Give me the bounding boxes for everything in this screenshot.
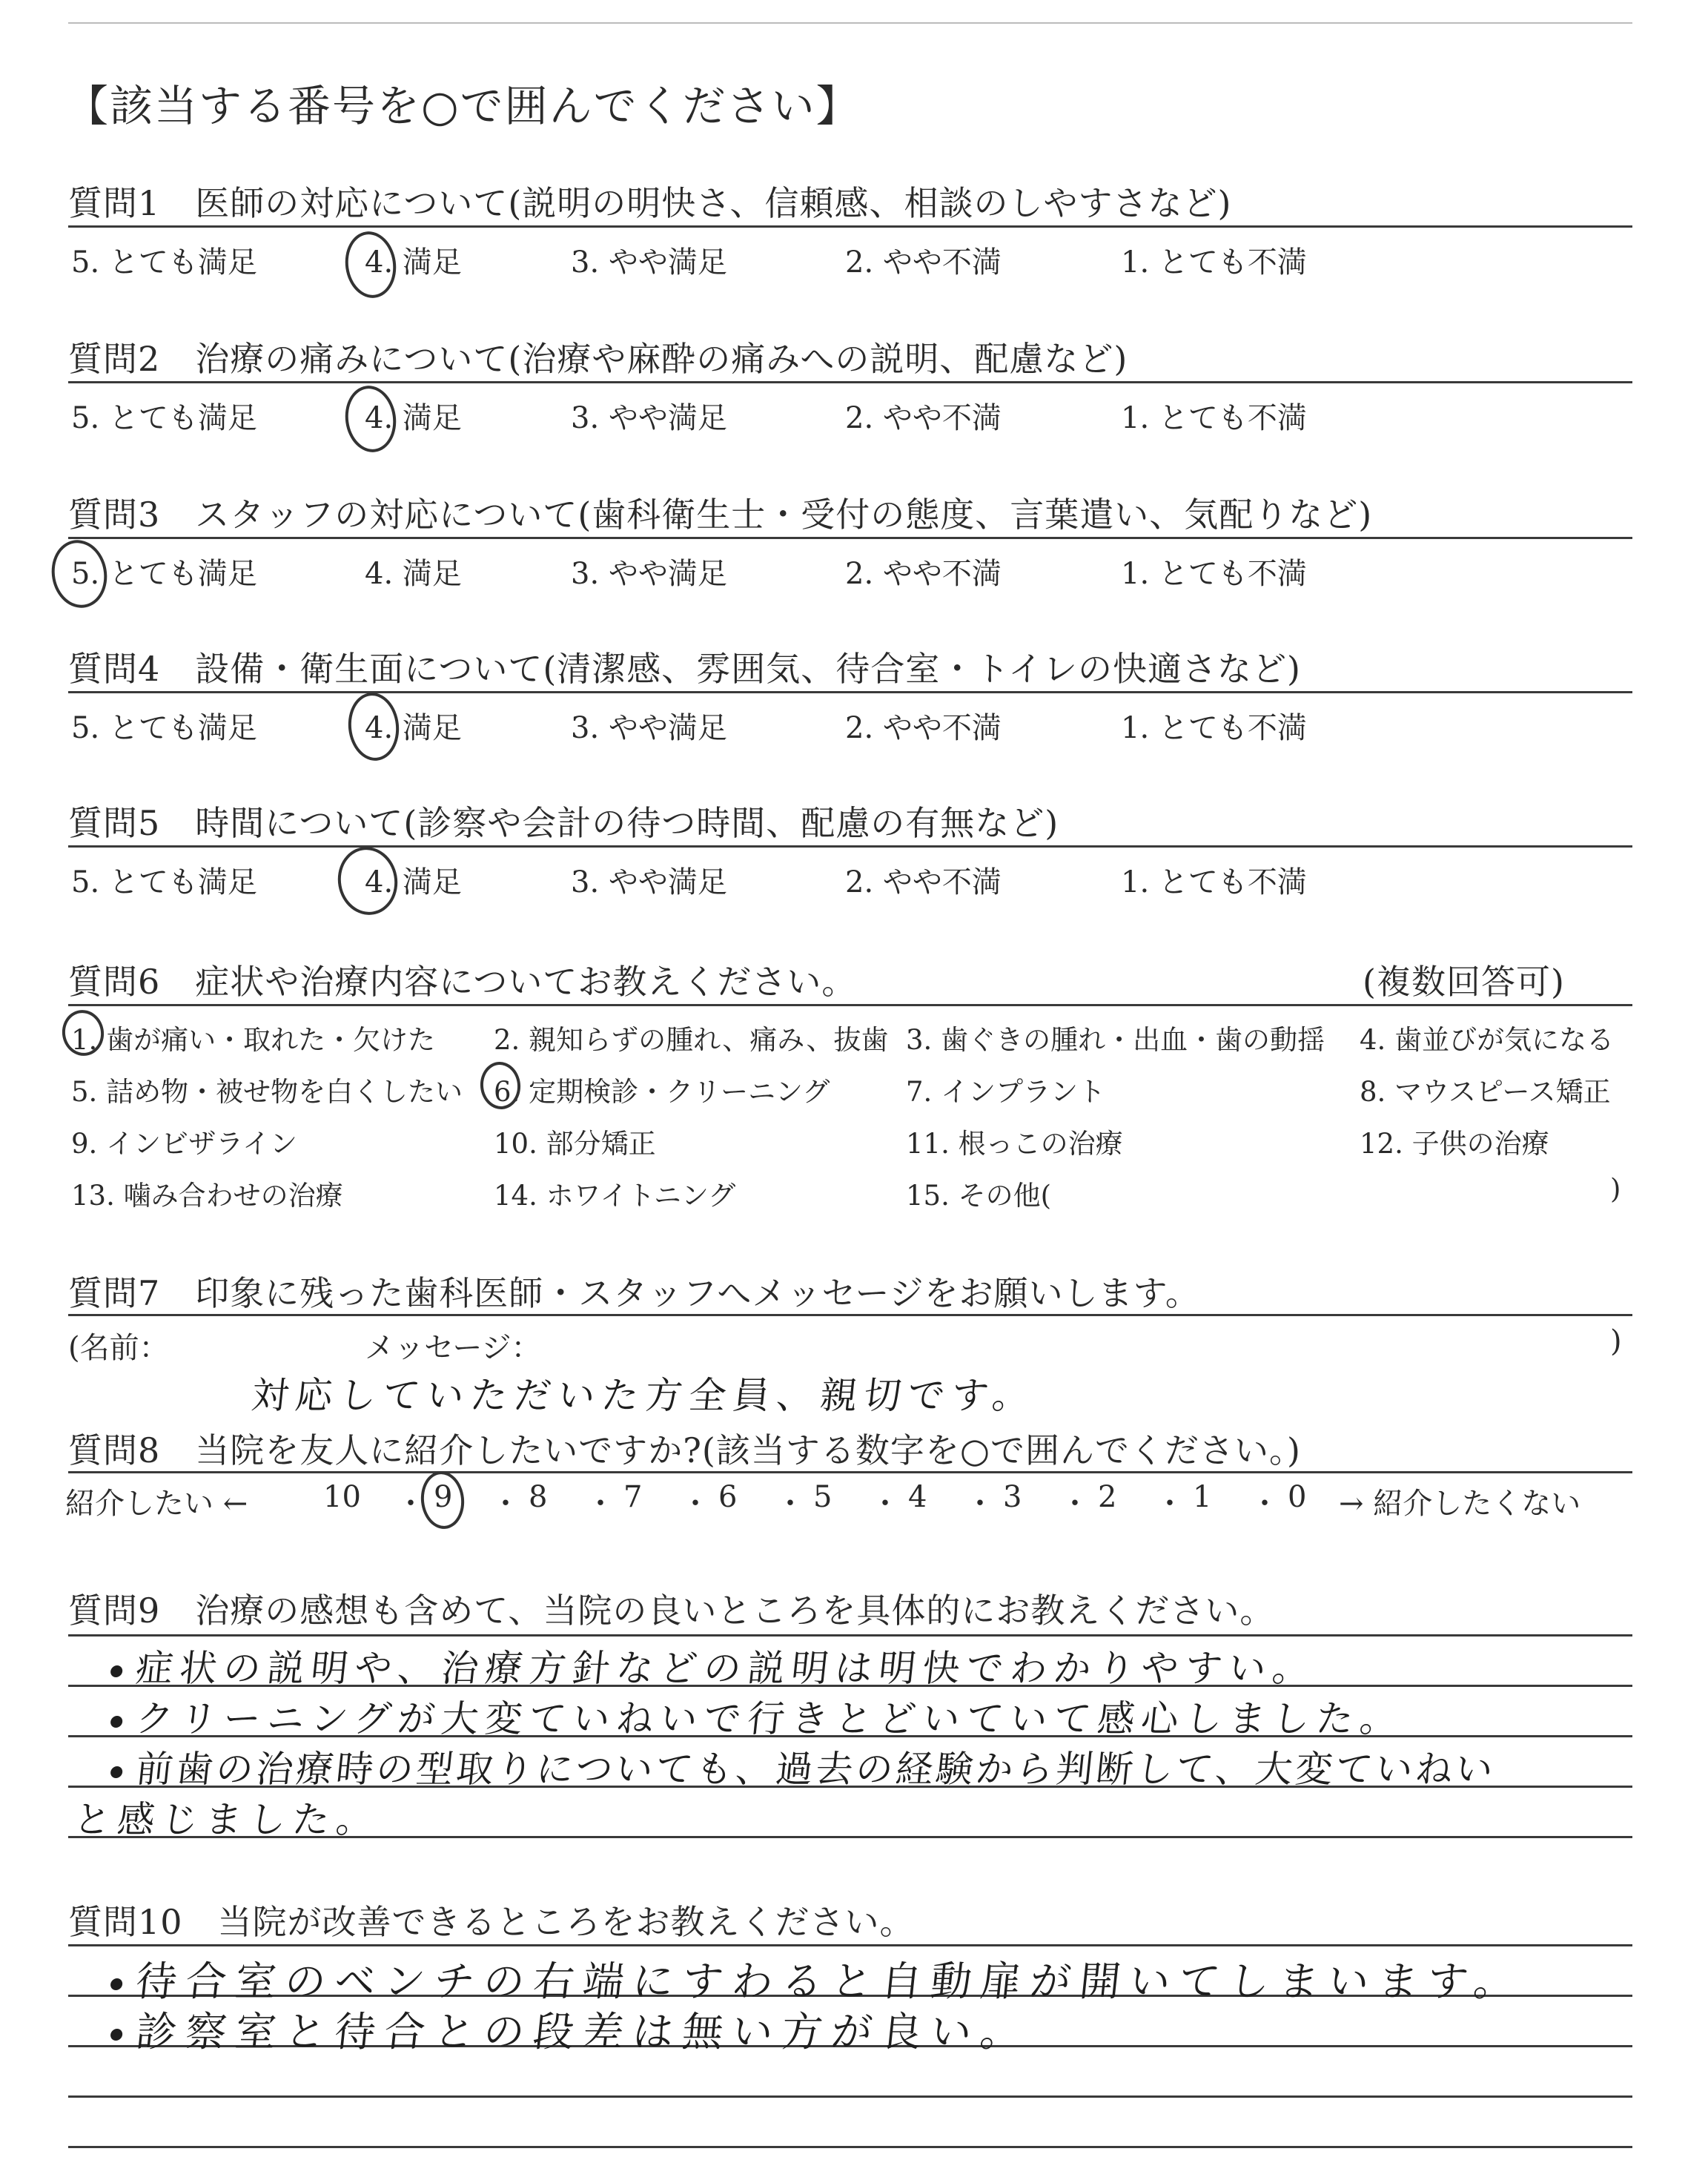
q2-option-3[interactable]: 3. やや満足 xyxy=(571,401,727,435)
q1-option-5[interactable]: 5. とても満足 xyxy=(71,245,257,280)
q7-message-label: メッセージ： xyxy=(365,1331,541,1365)
q1-option-3[interactable]: 3. やや満足 xyxy=(571,245,727,280)
top-border xyxy=(68,22,1632,24)
q4-option-4[interactable]: 4. 満足 xyxy=(365,711,462,745)
q10-ruled-line xyxy=(68,2095,1632,2098)
q8-separator: ・ xyxy=(396,1487,426,1521)
q6-item-1[interactable]: 1. 歯が痛い・取れた・欠けた xyxy=(71,1024,436,1056)
q8-scale-4[interactable]: 4 xyxy=(908,1480,927,1514)
q5-option-3[interactable]: 3. やや満足 xyxy=(571,865,727,899)
question-7-rule xyxy=(68,1314,1632,1316)
q9-answer-line: 症状の説明や、治療方針などの説明は明快でわかりやすい。 xyxy=(108,1639,1320,1692)
q8-scale-10[interactable]: 10 xyxy=(323,1480,361,1514)
question-8-rule xyxy=(68,1471,1632,1473)
q5-option-5[interactable]: 5. とても満足 xyxy=(71,865,257,899)
q8-scale-6[interactable]: 6 xyxy=(718,1480,738,1514)
q8-separator: ・ xyxy=(681,1487,710,1521)
q6-item-3[interactable]: 3. 歯ぐきの腫れ・出血・歯の動揺 xyxy=(906,1024,1325,1056)
q10-answer-line: 診察室と待合との段差は無い方が良い。 xyxy=(108,1999,1033,2058)
question-3-title: 質問3 スタッフの対応について(歯科衛生士・受付の態度、言葉遣い、気配りなど) xyxy=(68,495,1373,535)
q1-option-4[interactable]: 4. 満足 xyxy=(365,245,462,280)
q2-option-1[interactable]: 1. とても不満 xyxy=(1121,401,1307,435)
q2-option-4[interactable]: 4. 満足 xyxy=(365,401,462,435)
q8-scale-3[interactable]: 3 xyxy=(1003,1480,1022,1514)
question-5-title: 質問5 時間について(診察や会計の待つ時間、配慮の有無など) xyxy=(68,803,1059,843)
question-6-rule xyxy=(68,1004,1632,1006)
q6-item-4[interactable]: 4. 歯並びが気になる xyxy=(1360,1024,1615,1056)
q9-answer-line: クリーニングが大変ていねいで行きとどいていて感心しました。 xyxy=(108,1689,1407,1743)
q3-option-1[interactable]: 1. とても不満 xyxy=(1121,557,1307,591)
q9-answer-line: と感じました。 xyxy=(71,1798,383,1841)
q7-handwritten-message: 対応していただいた方全員、親切です。 xyxy=(249,1374,1039,1417)
q1-option-1[interactable]: 1. とても不満 xyxy=(1121,245,1307,280)
q3-option-5[interactable]: 5. とても満足 xyxy=(71,557,257,591)
q5-selection-circle xyxy=(333,842,403,919)
q10-ruled-line xyxy=(68,2146,1632,2148)
q10-ruled-line xyxy=(68,1944,1632,1946)
q6-item-15-close: ) xyxy=(1610,1173,1621,1205)
q8-scale-8[interactable]: 8 xyxy=(529,1480,548,1514)
question-6-title: 質問6 症状や治療内容についてお教えください。 xyxy=(68,962,857,1002)
q10-answer-line: 待合室のベンチの右端にすわると自動扉が開いてしまいます。 xyxy=(108,1949,1527,2007)
q6-item-9[interactable]: 9. インビザライン xyxy=(71,1128,297,1160)
q8-separator: ・ xyxy=(965,1487,995,1521)
question-5-rule xyxy=(68,845,1632,848)
q4-option-2[interactable]: 2. やや不満 xyxy=(845,711,1002,745)
q2-option-5[interactable]: 5. とても満足 xyxy=(71,401,257,435)
question-7-title: 質問7 印象に残った歯科医師・スタッフへメッセージをお願いします。 xyxy=(68,1273,1200,1313)
question-1-rule xyxy=(68,225,1632,228)
q8-separator: ・ xyxy=(1060,1487,1090,1521)
q6-item-2[interactable]: 2. 親知らずの腫れ、痛み、抜歯 xyxy=(494,1024,889,1056)
q8-right-label: → 紹介したくない xyxy=(1339,1487,1581,1521)
q8-scale-0[interactable]: 0 xyxy=(1288,1480,1307,1514)
q7-name-label: (名前： xyxy=(68,1331,169,1365)
q8-left-label: 紹介したい ← xyxy=(65,1487,248,1521)
q4-option-5[interactable]: 5. とても満足 xyxy=(71,711,257,745)
q6-item-5[interactable]: 5. 詰め物・被せ物を白くしたい xyxy=(71,1076,463,1108)
q6-item-10[interactable]: 10. 部分矯正 xyxy=(494,1128,656,1160)
q8-separator: ・ xyxy=(870,1487,900,1521)
q6-item-14[interactable]: 14. ホワイトニング xyxy=(494,1180,736,1212)
q8-separator: ・ xyxy=(586,1487,615,1521)
question-2-rule xyxy=(68,381,1632,383)
q8-separator: ・ xyxy=(1155,1487,1185,1521)
question-4-rule xyxy=(68,691,1632,693)
q8-scale-1[interactable]: 1 xyxy=(1193,1480,1212,1514)
question-8-title: 質問8 当院を友人に紹介したいですか?(該当する数字を○で囲んでください。) xyxy=(68,1430,1301,1470)
q7-close-paren: ) xyxy=(1610,1324,1622,1358)
q5-option-2[interactable]: 2. やや不満 xyxy=(845,865,1002,899)
q6-item-8[interactable]: 8. マウスピース矯正 xyxy=(1360,1076,1611,1108)
q8-separator: ・ xyxy=(775,1487,805,1521)
question-2-title: 質問2 治療の痛みについて(治療や麻酔の痛みへの説明、配慮など) xyxy=(68,339,1128,379)
q5-option-4[interactable]: 4. 満足 xyxy=(365,865,462,899)
q3-option-4[interactable]: 4. 満足 xyxy=(365,557,462,591)
question-9-title: 質問9 治療の感想も含めて、当院の良いところを具体的にお教えください。 xyxy=(68,1591,1275,1631)
question-6-note: (複数回答可) xyxy=(1363,962,1565,1002)
q8-scale-5[interactable]: 5 xyxy=(813,1480,833,1514)
q1-option-2[interactable]: 2. やや不満 xyxy=(845,245,1002,280)
q6-item-7[interactable]: 7. インプラント xyxy=(906,1076,1106,1108)
q3-option-3[interactable]: 3. やや満足 xyxy=(571,557,727,591)
q8-scale-9[interactable]: 9 xyxy=(434,1480,453,1514)
q2-option-2[interactable]: 2. やや不満 xyxy=(845,401,1002,435)
q5-option-1[interactable]: 1. とても不満 xyxy=(1121,865,1307,899)
q8-scale-7[interactable]: 7 xyxy=(623,1480,643,1514)
q6-item-6[interactable]: 6. 定期検診・クリーニング xyxy=(494,1076,830,1108)
q4-option-3[interactable]: 3. やや満足 xyxy=(571,711,727,745)
q9-ruled-line xyxy=(68,1634,1632,1636)
q2-selection-circle xyxy=(341,383,400,456)
q4-option-1[interactable]: 1. とても不満 xyxy=(1121,711,1307,745)
q8-separator: ・ xyxy=(1250,1487,1280,1521)
q6-item-12[interactable]: 12. 子供の治療 xyxy=(1360,1128,1549,1160)
q6-item-13[interactable]: 13. 噛み合わせの治療 xyxy=(71,1180,343,1212)
question-3-rule xyxy=(68,537,1632,539)
q9-answer-line: 前歯の治療時の型取りについても、過去の経験から判断して、大変ていねい xyxy=(108,1740,1499,1793)
question-10-title: 質問10 当院が改善できるところをお教えください。 xyxy=(68,1902,915,1942)
q6-item-11[interactable]: 11. 根っこの治療 xyxy=(906,1128,1123,1160)
q3-selection-circle xyxy=(47,535,113,612)
q8-scale-2[interactable]: 2 xyxy=(1098,1480,1117,1514)
q3-option-2[interactable]: 2. やや不満 xyxy=(845,557,1002,591)
q4-selection-circle xyxy=(345,690,402,764)
q6-item-15[interactable]: 15. その他( xyxy=(906,1180,1052,1212)
q8-separator: ・ xyxy=(491,1487,520,1521)
question-1-title: 質問1 医師の対応について(説明の明快さ、信頼感、相談のしやすさなど) xyxy=(68,183,1232,223)
page-heading: 【該当する番号を○で囲んでください】 xyxy=(65,81,861,131)
question-4-title: 質問4 設備・衛生面について(清潔感、雰囲気、待合室・トイレの快適さなど) xyxy=(68,649,1301,689)
